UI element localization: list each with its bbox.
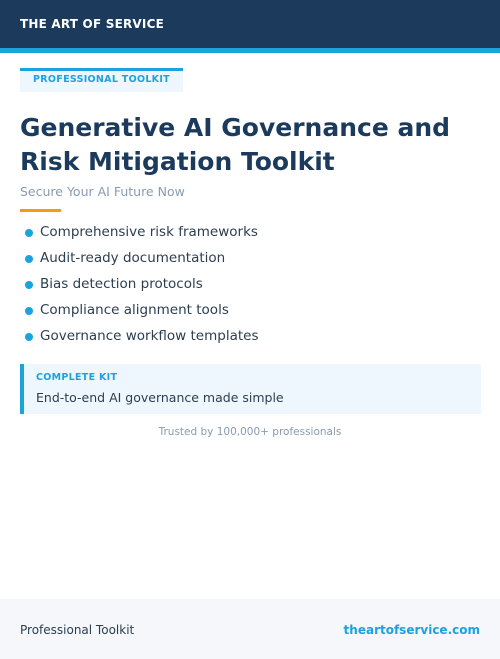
top-bar xyxy=(0,0,500,48)
website-link[interactable]: theartofservice.com xyxy=(343,623,480,637)
accent-divider xyxy=(0,48,500,53)
feature-list xyxy=(20,222,258,352)
page-subtitle: Secure Your AI Future Now xyxy=(20,184,185,199)
bullet-dot-icon xyxy=(25,333,33,341)
complete-kit-callout xyxy=(20,364,481,414)
bullet-dot-icon xyxy=(25,229,33,237)
footer-label: Professional Toolkit xyxy=(20,623,135,637)
feature-item xyxy=(20,326,258,352)
feature-item xyxy=(20,274,258,300)
callout-text: End-to-end AI governance made simple xyxy=(36,390,284,405)
feature-item xyxy=(20,222,258,248)
feature-label: Audit-ready documentation xyxy=(40,250,226,266)
feature-label: Comprehensive risk frameworks xyxy=(40,224,258,240)
callout-title: COMPLETE KIT xyxy=(36,372,118,383)
title-underline xyxy=(20,209,61,212)
feature-item xyxy=(20,248,258,274)
trust-statement: Trusted by 100,000+ professionals xyxy=(158,426,342,438)
category-tag: PROFESSIONAL TOOLKIT xyxy=(20,68,183,92)
feature-item xyxy=(20,300,258,326)
bullet-dot-icon xyxy=(25,307,33,315)
brand-name: THE ART OF SERVICE xyxy=(20,17,164,31)
feature-label: Governance workflow templates xyxy=(40,328,259,344)
feature-label: Compliance alignment tools xyxy=(40,302,229,318)
bullet-dot-icon xyxy=(25,255,33,263)
page-title: Generative AI Governance and Risk Mitigation Toolkit xyxy=(20,113,451,176)
feature-label: Bias detection protocols xyxy=(40,276,203,292)
footer xyxy=(0,599,500,659)
bullet-dot-icon xyxy=(25,281,33,289)
